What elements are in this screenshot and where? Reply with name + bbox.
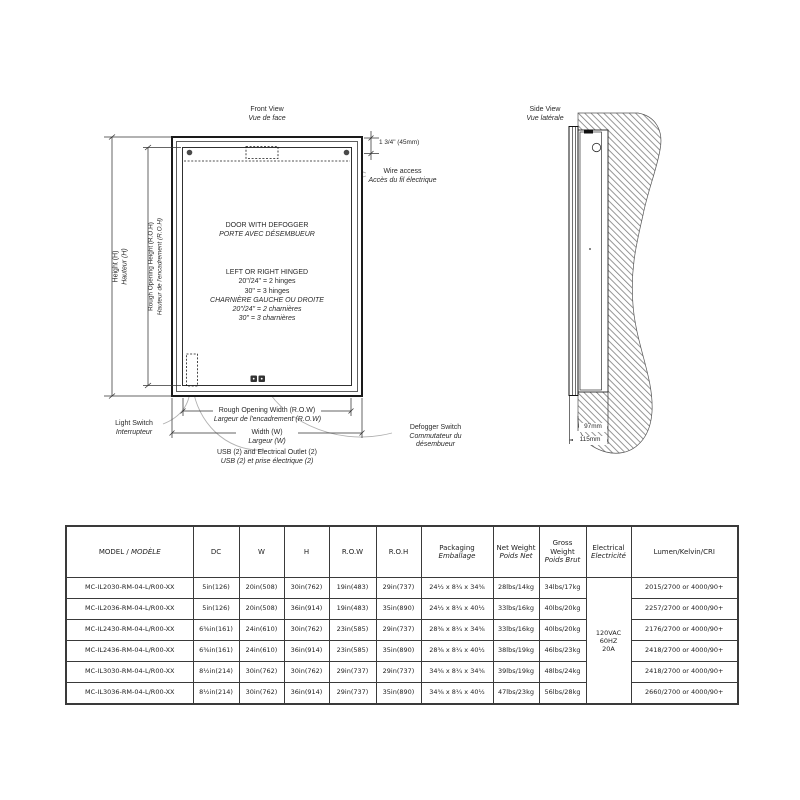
cell-h: 30in(762) [284, 662, 329, 683]
rough-opening-width-label-fr: Largeur de l'encadrement (R.O.W) [213, 416, 322, 423]
wire-access-label: Wire access Accès du fil électrique [368, 168, 437, 184]
cell-net: 33lbs/16kg [493, 620, 539, 641]
door-defogger-note: DOOR WITH DEFOGGER PORTE AVEC DÉSEMBUEUR [219, 222, 315, 238]
cell-lumen: 2015/2700 or 4000/90+ [631, 578, 738, 599]
cell-dc: 5in(126) [193, 578, 239, 599]
cell-dc: 5in(126) [193, 599, 239, 620]
column-header: R.O.W [329, 526, 376, 578]
cell-gross: 34lbs/17kg [539, 578, 586, 599]
column-header: Net Weight Poids Net [493, 526, 539, 578]
front-view-title: Front View Vue de face [248, 106, 286, 122]
cell-h: 30in(762) [284, 578, 329, 599]
cell-dc: 8¹⁄₂in(214) [193, 662, 239, 683]
side-view-drawing [569, 113, 661, 453]
column-header: W [239, 526, 284, 578]
table-row [66, 641, 738, 662]
cell-row: 23in(585) [329, 641, 376, 662]
cell-roh: 29in(737) [376, 620, 421, 641]
cell-gross: 56lbs/28kg [539, 683, 586, 705]
offset-dimension-label: 1 3/4" (45mm) [379, 139, 420, 146]
cell-dc: 8¹⁄₂in(214) [193, 683, 239, 705]
spec-table [65, 525, 739, 705]
spec-table-body [66, 578, 738, 705]
column-header: H [284, 526, 329, 578]
recess-depth-label: 97mm [579, 423, 607, 432]
wire-access-dot-right [344, 150, 350, 156]
cell-row: 29in(737) [329, 662, 376, 683]
cell-dc: 6³⁄₈in(161) [193, 641, 239, 662]
cell-roh: 29in(737) [376, 662, 421, 683]
side-view-title: Side View Vue latérale [526, 106, 564, 122]
cell-gross: 48lbs/24kg [539, 662, 586, 683]
cell-w: 24in(610) [239, 641, 284, 662]
cell-packaging: 24¹⁄₂ x 8¹⁄₄ x 34⁵⁄₈ [421, 578, 493, 599]
light-switch-label: Light Switch Interrupteur [115, 420, 153, 436]
wire-access-profile-hole [592, 143, 600, 151]
cell-net: 28lbs/14kg [493, 578, 539, 599]
cell-dc: 6³⁄₈in(161) [193, 620, 239, 641]
spec-table-header-row [66, 526, 738, 578]
wire-access-dot-left [187, 150, 193, 156]
cell-lumen: 2257/2700 or 4000/90+ [631, 599, 738, 620]
cell-row: 23in(585) [329, 620, 376, 641]
cell-net: 47lbs/23kg [493, 683, 539, 705]
column-header: MODEL / MODÈLE [66, 526, 193, 578]
hinge-note: LEFT OR RIGHT HINGED 20"/24" = 2 hinges 30" = 3 hinges CHARNIÈRE GAUCHE OU DROITE 20"/24" = 2 charnières 30" = 3 charnières [210, 269, 324, 323]
column-header: Packaging Emballage [421, 526, 493, 578]
cell-model: MC-IL2030-RM-04-L/R00-XX [66, 578, 193, 599]
cell-gross: 40lbs/20kg [539, 620, 586, 641]
defogger-switch-label: Defogger Switch Commutateur du désembueur [409, 424, 462, 448]
cell-lumen: 2176/2700 or 4000/90+ [631, 620, 738, 641]
height-dimension-label: Height (H) Hauteur (H) [112, 248, 128, 285]
cell-gross: 40lbs/20kg [539, 599, 586, 620]
cell-h: 30in(762) [284, 620, 329, 641]
rough-opening-height-label: Rough Opening Height (R.O.H) Hauteur de l'encadrement (R.O.H) [147, 217, 163, 316]
column-header: Gross Weight Poids Brut [539, 526, 586, 578]
cell-packaging: 28³⁄₈ x 8¹⁄₄ x 34⁵⁄₈ [421, 620, 493, 641]
table-row [66, 599, 738, 620]
cell-packaging: 28³⁄₈ x 8¹⁄₄ x 40¹⁄₂ [421, 641, 493, 662]
cell-model: MC-IL2036-RM-04-L/R00-XX [66, 599, 193, 620]
cell-net: 39lbs/19kg [493, 662, 539, 683]
cell-lumen: 2418/2700 or 4000/90+ [631, 662, 738, 683]
column-header: R.O.H [376, 526, 421, 578]
cell-packaging: 24¹⁄₂ x 8¹⁄₄ x 40¹⁄₂ [421, 599, 493, 620]
cell-packaging: 34⁵⁄₈ x 8¹⁄₄ x 34⁵⁄₈ [421, 662, 493, 683]
cell-row: 19in(483) [329, 578, 376, 599]
cell-roh: 35in(890) [376, 599, 421, 620]
cell-lumen: 2660/2700 or 4000/90+ [631, 683, 738, 705]
cell-w: 30in(762) [239, 662, 284, 683]
cell-roh: 35in(890) [376, 683, 421, 705]
table-row [66, 620, 738, 641]
table-row [66, 578, 738, 599]
width-label: Width (W) [237, 429, 297, 438]
cell-roh: 35in(890) [376, 641, 421, 662]
cell-model: MC-IL3030-RM-04-L/R00-XX [66, 662, 193, 683]
total-depth-label: 115mm [573, 436, 607, 445]
cell-w: 24in(610) [239, 620, 284, 641]
cell-w: 30in(762) [239, 683, 284, 705]
rough-opening-width-label: Rough Opening Width (R.O.W) [213, 407, 321, 416]
cell-h: 36in(914) [284, 641, 329, 662]
column-header: Lumen/Kelvin/CRI [631, 526, 738, 578]
cell-net: 38lbs/19kg [493, 641, 539, 662]
cell-gross: 46lbs/23kg [539, 641, 586, 662]
mounting-bracket [584, 130, 593, 134]
cell-electrical: 120VAC 60HZ 20A [586, 578, 631, 705]
cell-row: 29in(737) [329, 683, 376, 705]
width-label-fr: Largeur (W) [248, 438, 286, 445]
cell-net: 33lbs/16kg [493, 599, 539, 620]
table-row [66, 662, 738, 683]
usb-outlet-label: USB (2) and Electrical Outlet (2) USB (2) et prise électrique (2) [217, 449, 317, 465]
cell-w: 20in(508) [239, 578, 284, 599]
cell-h: 36in(914) [284, 683, 329, 705]
cell-model: MC-IL3036-RM-04-L/R00-XX [66, 683, 193, 705]
cell-roh: 29in(737) [376, 578, 421, 599]
column-header: Electrical Electricité [586, 526, 631, 578]
table-row [66, 683, 738, 705]
cell-w: 20in(508) [239, 599, 284, 620]
cell-row: 19in(483) [329, 599, 376, 620]
cell-h: 36in(914) [284, 599, 329, 620]
cell-model: MC-IL2436-RM-04-L/R00-XX [66, 641, 193, 662]
cell-lumen: 2418/2700 or 4000/90+ [631, 641, 738, 662]
column-header: DC [193, 526, 239, 578]
cabinet-body-profile [580, 132, 602, 390]
door-profile [569, 127, 578, 396]
cell-model: MC-IL2430-RM-04-L/R00-XX [66, 620, 193, 641]
cell-packaging: 34⁵⁄₈ x 8¹⁄₄ x 40¹⁄₂ [421, 683, 493, 705]
